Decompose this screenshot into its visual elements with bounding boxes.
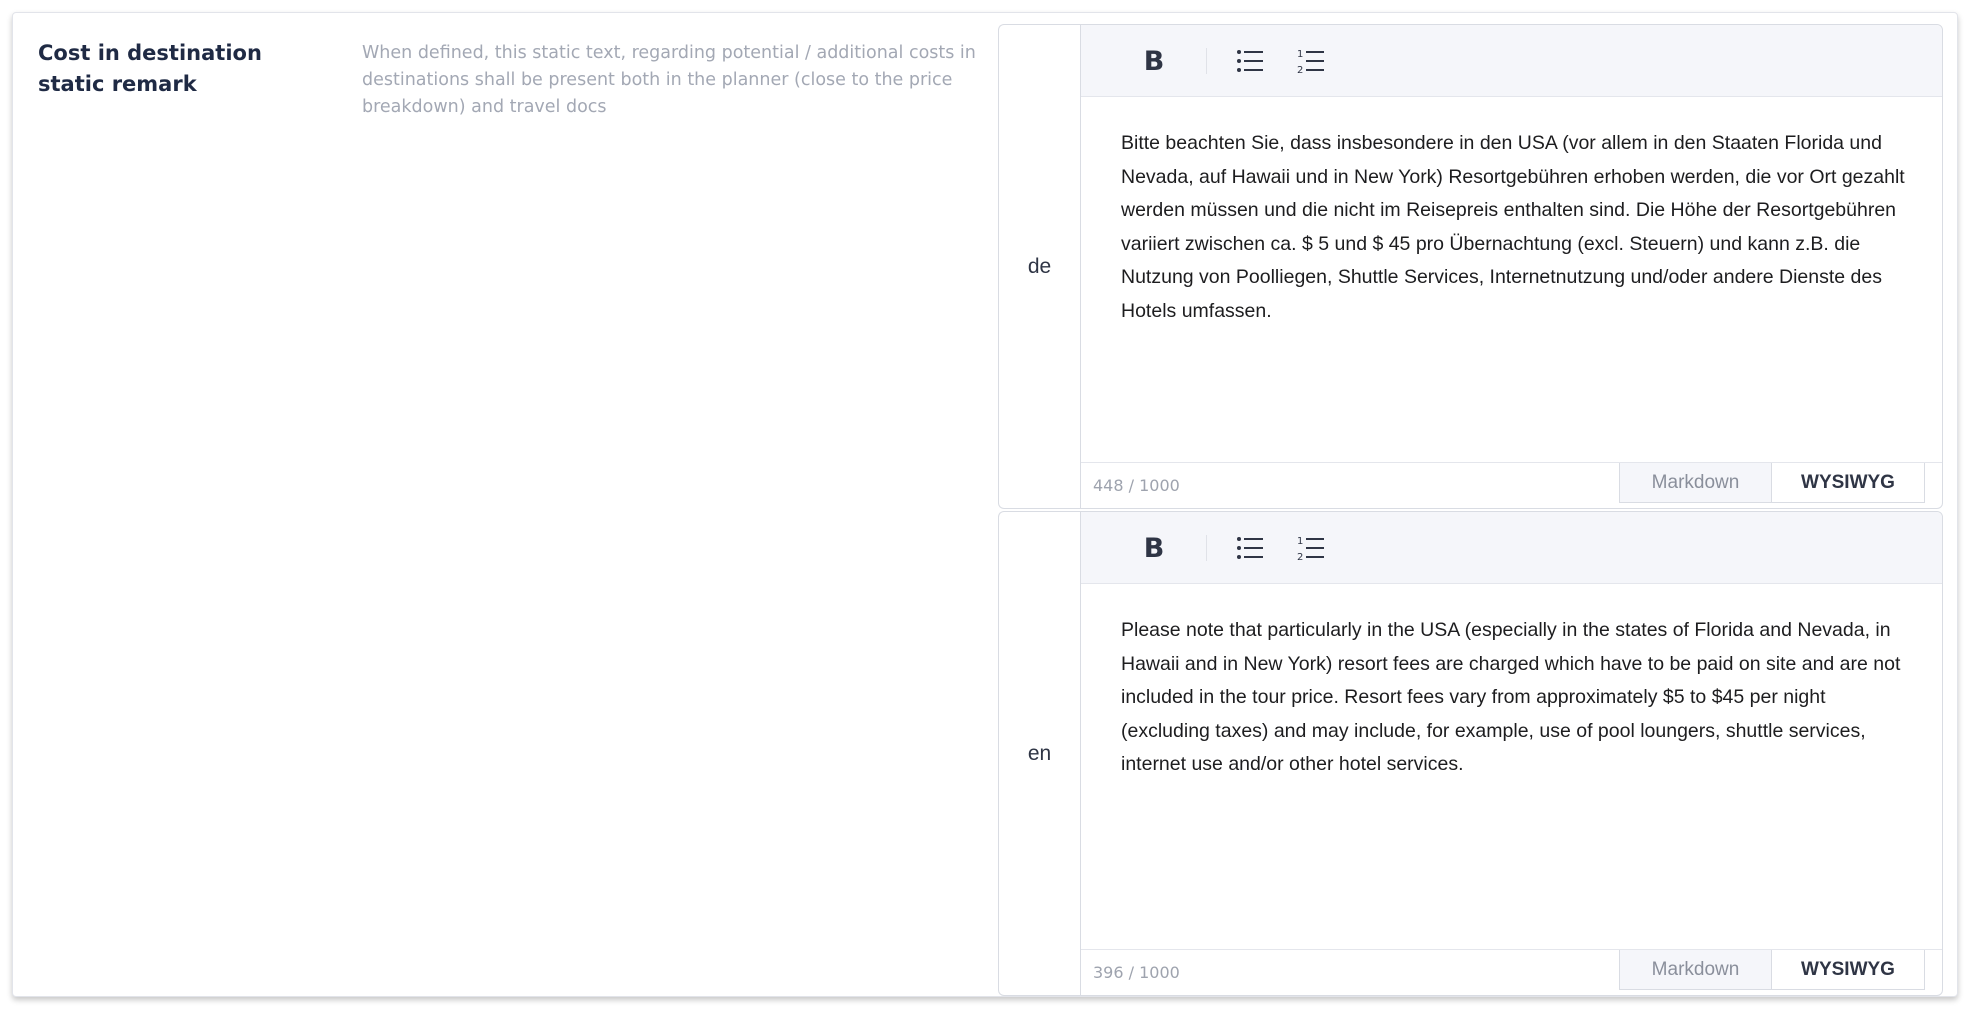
bulleted-list-icon[interactable] xyxy=(1230,41,1270,81)
field-description: When defined, this static text, regarding potential / additional costs in destinations shall be present both in the planner (close to the price breakdown) and travel docs xyxy=(362,43,976,117)
wysiwyg-mode-tab[interactable]: WYSIWYG xyxy=(1772,950,1925,990)
toolbar-divider xyxy=(1206,48,1207,74)
language-label: en xyxy=(998,511,1080,996)
markdown-mode-tab[interactable]: Markdown xyxy=(1619,950,1772,990)
editor-toolbar xyxy=(1081,512,1942,584)
bold-icon[interactable]: B xyxy=(1143,45,1165,77)
markdown-mode-tab[interactable]: Markdown xyxy=(1619,463,1772,503)
numbered-list-icon[interactable] xyxy=(1291,41,1331,81)
rich-text-editor-de xyxy=(1080,24,1943,509)
language-label: de xyxy=(998,24,1080,509)
character-count: 448 / 1000 xyxy=(1093,476,1180,495)
svg-text:1: 1 xyxy=(1297,49,1304,60)
svg-text:2: 2 xyxy=(1297,65,1304,76)
editor-footer xyxy=(1081,949,1942,995)
character-count: 396 / 1000 xyxy=(1093,963,1180,982)
language-block-de xyxy=(998,24,1943,509)
wysiwyg-mode-tab[interactable]: WYSIWYG xyxy=(1772,463,1925,503)
language-block-en xyxy=(998,511,1943,996)
bold-icon[interactable]: B xyxy=(1143,532,1165,564)
editor-toolbar xyxy=(1081,25,1942,97)
toolbar-divider xyxy=(1206,535,1207,561)
svg-text:2: 2 xyxy=(1297,552,1304,563)
field-title: Cost in destination static remark xyxy=(38,41,262,96)
editor-footer xyxy=(1081,462,1942,508)
numbered-list-icon[interactable] xyxy=(1291,528,1331,568)
editor-content[interactable]: Please note that particularly in the USA (especially in the states of Florida and Nevada, in Hawaii and in New York) resort fees are charged which have to be paid on site and are not included in the tour price. Resort fees vary from approximately $5 to $45 per night (excluding taxes) and may include, for example, use of pool loungers, shuttle services, internet use and/or other hotel services. xyxy=(1121,619,1901,775)
rich-text-editor-en xyxy=(1080,511,1943,996)
bulleted-list-icon[interactable] xyxy=(1230,528,1270,568)
editor-content[interactable]: Bitte beachten Sie, dass insbesondere in den USA (vor allem in den Staaten Florida und Nevada, auf Hawaii und in New York) Resortgebühren erhoben werden, die vor Ort gezahlt werden müssen und die nicht im Reisepreis enthalten sind. Die Höhe der Resortgebühren variiert zwischen ca. $ 5 und $ 45 pro Übernachtung (excl. Steuern) und kann z.B. die Nutzung von Poolliegen, Shuttle Services, Internetnutzung und/oder andere Dienste des Hotels umfassen. xyxy=(1121,132,1905,322)
svg-text:1: 1 xyxy=(1297,536,1304,547)
